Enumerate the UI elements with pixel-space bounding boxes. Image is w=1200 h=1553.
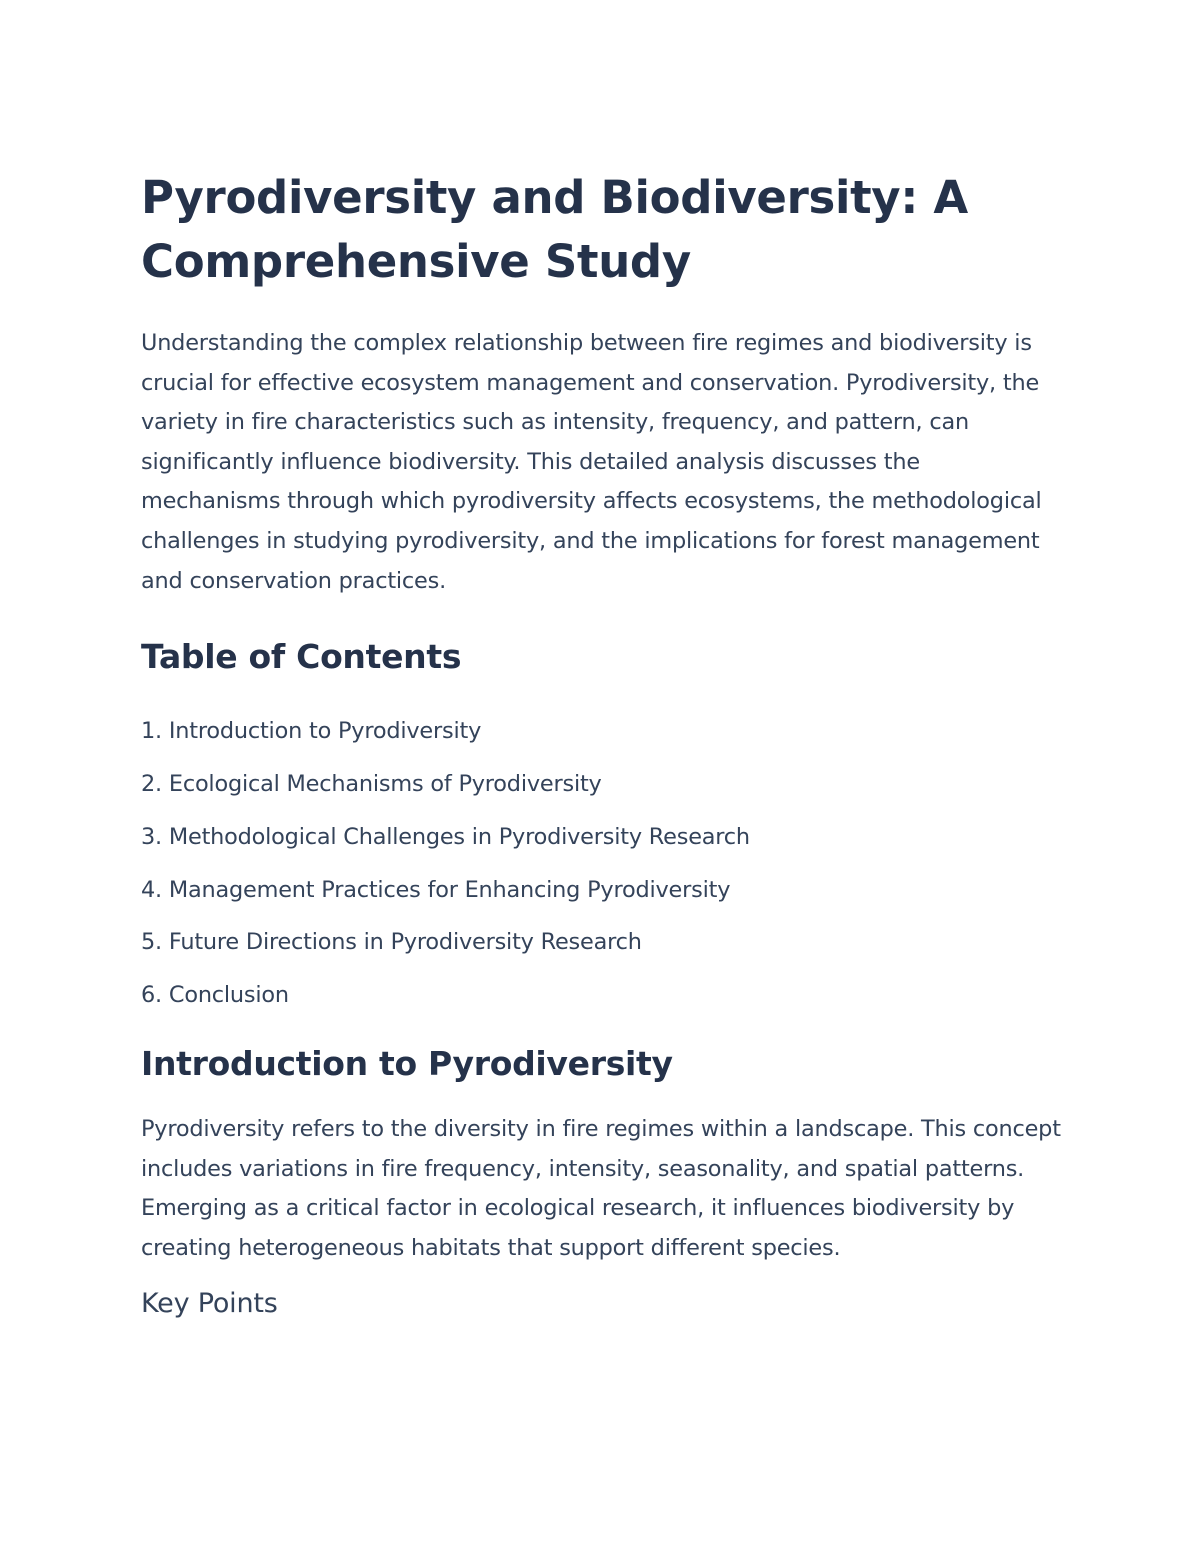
toc-item-methodological-challenges[interactable]: 3. Methodological Challenges in Pyrodiversity Research — [141, 823, 750, 850]
toc-item-management-practices[interactable]: 4. Management Practices for Enhancing Pyrodiversity — [141, 876, 731, 903]
document-page — [141, 166, 1061, 1324]
page-title: Pyrodiversity and Biodiversity: A Comprehensive Study — [141, 171, 968, 288]
toc-heading: Table of Contents — [141, 637, 462, 677]
subheading-key-points: Key Points — [141, 1288, 278, 1320]
toc-item-conclusion[interactable]: 6. Conclusion — [141, 982, 289, 1009]
section-paragraph: Pyrodiversity refers to the diversity in fire regimes within a landscape. This concept includes variations in fire frequency, intensity, seasonality, and spatial patterns. Emerging as a critical factor in ecological research, it influences biodiversity by creating heterogeneous habitats that support different species. — [141, 1115, 1061, 1261]
intro-paragraph: Understanding the complex relationship between fire regimes and biodiversity is crucial for effective ecosystem management and conservation. Pyrodiversity, the variety in fire characteristics such as intensity, frequency, and pattern, can significantly influence biodiversity. This detailed analysis discusses the mechanisms through which pyrodiversity affects ecosystems, the methodological challenges in studying pyrodiversity, and the implications for forest management and conservation practices. — [141, 330, 1042, 594]
table-of-contents — [141, 705, 1061, 1022]
toc-item-ecological-mechanisms[interactable]: 2. Ecological Mechanisms of Pyrodiversity — [141, 770, 602, 797]
toc-item-introduction[interactable]: 1. Introduction to Pyrodiversity — [141, 718, 482, 745]
section-heading-introduction: Introduction to Pyrodiversity — [141, 1043, 673, 1083]
toc-item-future-directions[interactable]: 5. Future Directions in Pyrodiversity Research — [141, 929, 642, 956]
